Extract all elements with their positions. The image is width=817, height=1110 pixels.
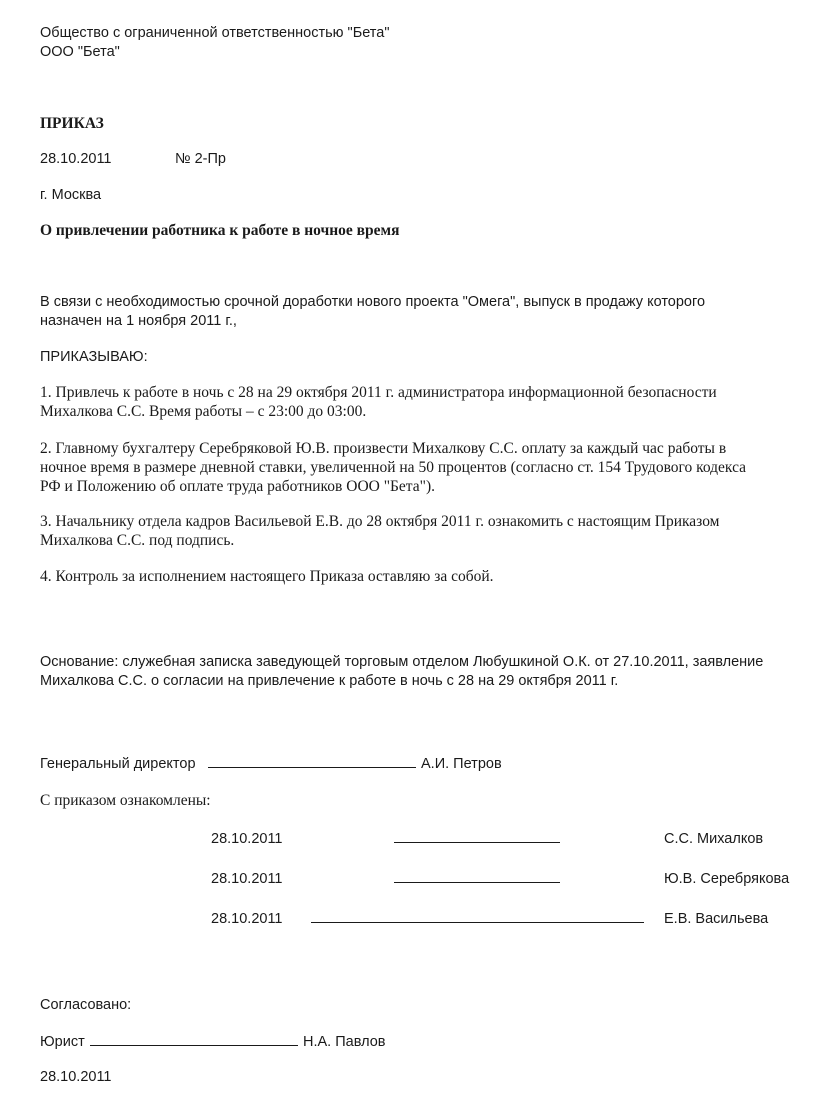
acquainted-signature-line: [311, 908, 644, 929]
director-position: Генеральный директор: [40, 756, 196, 772]
item-1-line: Михалкова С.С. Время работы – с 23:00 до 03:00.: [40, 403, 367, 420]
org-short-name: ООО "Бета": [40, 44, 120, 60]
lawyer-position: Юрист: [40, 1034, 85, 1050]
basis-line: Михалкова С.С. о согласии на привлечение к работе в ночь с 28 на 29 октября 2011 г.: [40, 673, 619, 689]
item-2-line: ночное время в размере дневной ставки, увеличенной на 50 процентов (согласно ст. 154 Трудового кодекса: [40, 459, 747, 476]
lawyer-name: Н.А. Павлов: [303, 1034, 386, 1050]
acquainted-name: Ю.В. Серебрякова: [664, 871, 790, 887]
order-city: г. Москва: [40, 187, 102, 203]
acquainted-label: С приказом ознакомлены:: [40, 792, 211, 809]
item-4-line: 4. Контроль за исполнением настоящего Приказа оставляю за собой.: [40, 568, 494, 585]
acquainted-name: Е.В. Васильева: [664, 911, 769, 927]
item-3-line: Михалкова С.С. под подпись.: [40, 532, 235, 549]
preamble-line: В связи с необходимостью срочной доработки нового проекта "Омега", выпуск в продажу которого: [40, 294, 706, 310]
item-2-line: 2. Главному бухгалтеру Серебряковой Ю.В. произвести Михалкову С.С. оплату за каждый час работы в: [40, 440, 727, 457]
item-3-line: 3. Начальнику отдела кадров Васильевой Е.В. до 28 октября 2011 г. ознакомить с настоящим Приказом: [40, 513, 720, 530]
lawyer-signature-line: [90, 1031, 298, 1052]
approved-date: 28.10.2011: [40, 1069, 112, 1085]
item-1-line: 1. Привлечь к работе в ночь с 28 на 29 октября 2011 г. администратора информационной безопасности: [40, 384, 717, 401]
item-2-line: РФ и Положению об оплате труда работников ООО "Бета").: [40, 478, 436, 495]
basis-line: Основание: служебная записка заведующей торговым отделом Любушкиной О.К. от 27.10.2011, заявление: [40, 654, 764, 670]
director-name: А.И. Петров: [421, 756, 502, 772]
order-date: 28.10.2011: [40, 151, 112, 167]
acquainted-date: 28.10.2011: [211, 831, 283, 847]
order-word: ПРИКАЗЫВАЮ:: [40, 349, 148, 365]
order-subject: О привлечении работника к работе в ночное время: [40, 222, 400, 239]
acquainted-signature-line: [394, 868, 560, 889]
preamble-line: назначен на 1 ноября 2011 г.,: [40, 313, 237, 329]
org-full-name: Общество с ограниченной ответственностью "Бета": [40, 25, 390, 41]
acquainted-date: 28.10.2011: [211, 871, 283, 887]
acquainted-signature-line: [394, 828, 560, 849]
document-title: ПРИКАЗ: [40, 115, 104, 132]
acquainted-name: С.С. Михалков: [664, 831, 764, 847]
director-signature-line: [208, 753, 416, 774]
approved-label: Согласовано:: [40, 997, 132, 1013]
order-number: № 2-Пр: [175, 151, 226, 167]
acquainted-date: 28.10.2011: [211, 911, 283, 927]
